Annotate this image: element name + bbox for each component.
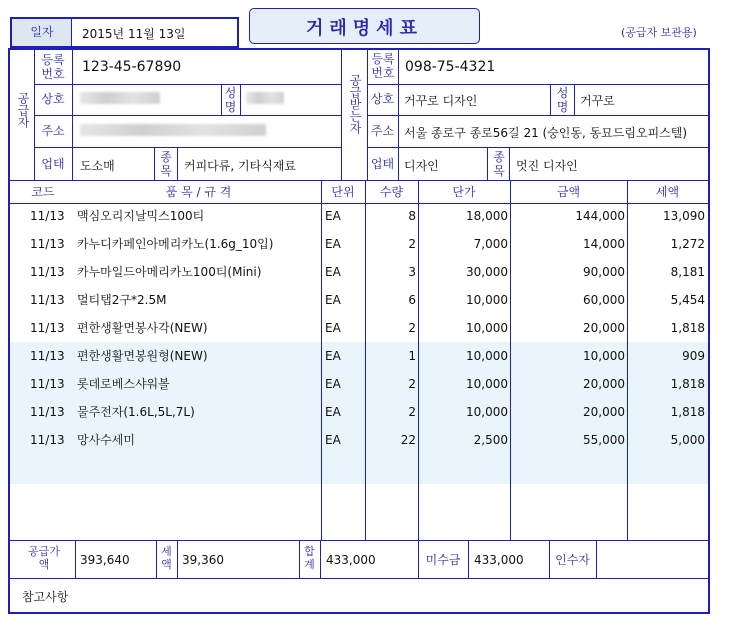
supply-amount-value: 393,640 bbox=[80, 553, 130, 567]
row-price: 2,500 bbox=[473, 433, 508, 447]
row-qty: 2 bbox=[408, 321, 416, 335]
row-qty: 22 bbox=[400, 433, 416, 447]
row-item: 편한생활면봉사각(NEW) bbox=[77, 321, 208, 335]
receiver-name: 거꾸로 bbox=[580, 94, 615, 108]
row-tax: 5,000 bbox=[670, 433, 705, 447]
row-tax: 1,818 bbox=[670, 405, 705, 419]
col-header-code: 코드 bbox=[31, 185, 55, 199]
row-code: 11/13 bbox=[30, 405, 65, 419]
row-code: 11/13 bbox=[30, 349, 65, 363]
row-code: 11/13 bbox=[30, 209, 65, 223]
row-price: 30,000 bbox=[466, 265, 508, 279]
table-row bbox=[10, 342, 708, 370]
supplier-address-label: 주소 bbox=[41, 124, 65, 138]
row-tax: 1,818 bbox=[670, 321, 705, 335]
row-tax: 909 bbox=[682, 349, 705, 363]
supplier-address-redacted bbox=[80, 124, 266, 136]
col-header-qty: 수량 bbox=[379, 185, 404, 199]
row-item: 롯데로베스샤워볼 bbox=[77, 377, 170, 391]
receiver-address: 서울 종로구 종로56길 21 (숭인동, 동묘드림오피스텔) bbox=[404, 126, 688, 140]
grand-total-value: 433,000 bbox=[326, 553, 376, 567]
row-tax: 8,181 bbox=[670, 265, 705, 279]
row-amount: 60,000 bbox=[583, 293, 625, 307]
row-item: 맥심오리지날믹스100티 bbox=[77, 209, 205, 223]
date-label: 일자 bbox=[30, 25, 54, 39]
row-tax: 1,272 bbox=[670, 237, 705, 251]
row-amount: 55,000 bbox=[583, 433, 625, 447]
table-row bbox=[10, 398, 708, 426]
row-code: 11/13 bbox=[30, 433, 65, 447]
row-price: 10,000 bbox=[466, 293, 508, 307]
supplier-biz-type-label: 업태 bbox=[41, 157, 65, 171]
unpaid-label: 미수금 bbox=[425, 553, 461, 567]
row-code: 11/13 bbox=[30, 265, 65, 279]
total-tax-value: 39,360 bbox=[182, 553, 224, 567]
row-item: 물주전자(1.6L,5L,7L) bbox=[77, 405, 195, 419]
row-code: 11/13 bbox=[30, 321, 65, 335]
row-qty: 2 bbox=[408, 377, 416, 391]
row-price: 10,000 bbox=[466, 321, 508, 335]
row-item: 카누디카페인아메리카노(1.6g_10입) bbox=[77, 237, 274, 251]
receiver-biz-item: 멋진 디자인 bbox=[516, 159, 578, 173]
row-qty: 3 bbox=[408, 265, 416, 279]
notes-label: 참고사항 bbox=[22, 590, 69, 604]
supplier-biz-item: 커피다류, 기타식재료 bbox=[184, 159, 296, 173]
grand-total-label: 합계 bbox=[304, 545, 315, 571]
row-amount: 14,000 bbox=[583, 237, 625, 251]
receiver-company: 거꾸로 디자인 bbox=[404, 94, 478, 108]
row-amount: 20,000 bbox=[583, 377, 625, 391]
table-row bbox=[10, 202, 708, 230]
unpaid-value: 433,000 bbox=[474, 553, 524, 567]
receiver-reg-label: 등록번호 bbox=[371, 52, 395, 80]
row-code: 11/13 bbox=[30, 293, 65, 307]
supplier-reg-label: 등록번호 bbox=[41, 53, 65, 81]
supplier-biz-type: 도소매 bbox=[80, 159, 115, 173]
receiver-biz-type-label: 업태 bbox=[370, 157, 395, 171]
row-unit: EA bbox=[325, 237, 341, 251]
row-unit: EA bbox=[325, 377, 341, 391]
receiver-section-label: 공급받는자 bbox=[348, 74, 362, 134]
row-price: 7,000 bbox=[473, 237, 508, 251]
date-value: 2015년 11월 13일 bbox=[82, 27, 186, 41]
receiver-address-label: 주소 bbox=[370, 124, 395, 138]
row-item: 망사수세미 bbox=[77, 433, 135, 447]
row-tax: 5,454 bbox=[670, 293, 705, 307]
supplier-section-label: 공급자 bbox=[16, 92, 30, 128]
table-row bbox=[10, 230, 708, 258]
row-tax: 13,090 bbox=[663, 209, 705, 223]
row-unit: EA bbox=[325, 265, 341, 279]
row-amount: 144,000 bbox=[575, 209, 625, 223]
document-title: 거래명세표 bbox=[306, 18, 423, 39]
supplier-name-redacted bbox=[246, 92, 284, 104]
row-unit: EA bbox=[325, 433, 341, 447]
receiver-reg-no: 098-75-4321 bbox=[405, 59, 496, 75]
row-qty: 2 bbox=[408, 237, 416, 251]
supplier-name-label: 성명 bbox=[224, 86, 237, 114]
row-item: 멀티탭2구*2.5M bbox=[77, 293, 167, 307]
row-unit: EA bbox=[325, 209, 341, 223]
row-qty: 8 bbox=[408, 209, 416, 223]
row-item: 카누마일드아메리카노100티(Mini) bbox=[77, 265, 262, 279]
row-amount: 90,000 bbox=[583, 265, 625, 279]
row-price: 10,000 bbox=[466, 377, 508, 391]
table-row bbox=[10, 314, 708, 342]
row-code: 11/13 bbox=[30, 237, 65, 251]
row-unit: EA bbox=[325, 405, 341, 419]
row-amount: 20,000 bbox=[583, 405, 625, 419]
supplier-company-redacted bbox=[80, 92, 160, 104]
row-amount: 10,000 bbox=[583, 349, 625, 363]
row-code: 11/13 bbox=[30, 377, 65, 391]
receiver-company-label: 상호 bbox=[370, 92, 395, 106]
row-tax: 1,818 bbox=[670, 377, 705, 391]
row-qty: 1 bbox=[408, 349, 416, 363]
row-unit: EA bbox=[325, 349, 341, 363]
row-price: 10,000 bbox=[466, 349, 508, 363]
table-row bbox=[10, 258, 708, 286]
col-header-item: 품 목 / 규 격 bbox=[165, 185, 232, 199]
supply-amount-label: 공급가액 bbox=[28, 545, 60, 571]
col-header-tax: 세액 bbox=[655, 185, 680, 199]
supplier-biz-item-label: 종목 bbox=[160, 150, 172, 178]
receiver-biz-item-label: 종목 bbox=[493, 150, 505, 178]
total-tax-label: 세액 bbox=[161, 545, 172, 571]
table-row bbox=[10, 370, 708, 398]
table-row bbox=[10, 286, 708, 314]
supplier-company-label: 상호 bbox=[41, 92, 65, 106]
col-header-amount: 금액 bbox=[556, 185, 581, 199]
table-row bbox=[10, 426, 708, 454]
col-header-price: 단가 bbox=[452, 185, 476, 199]
row-price: 18,000 bbox=[466, 209, 508, 223]
copy-type-label: (공급자 보관용) bbox=[621, 26, 697, 39]
row-item: 편한생활면봉원형(NEW) bbox=[77, 349, 208, 363]
row-qty: 2 bbox=[408, 405, 416, 419]
row-unit: EA bbox=[325, 293, 341, 307]
row-amount: 20,000 bbox=[583, 321, 625, 335]
receiver-name-label: 성명 bbox=[556, 86, 569, 114]
row-unit: EA bbox=[325, 321, 341, 335]
receiver-biz-type: 디자인 bbox=[404, 159, 439, 173]
receiver-sign-label: 인수자 bbox=[555, 553, 590, 567]
col-header-unit: 단위 bbox=[331, 185, 355, 199]
supplier-reg-no: 123-45-67890 bbox=[82, 59, 182, 75]
row-price: 10,000 bbox=[466, 405, 508, 419]
row-qty: 6 bbox=[408, 293, 416, 307]
